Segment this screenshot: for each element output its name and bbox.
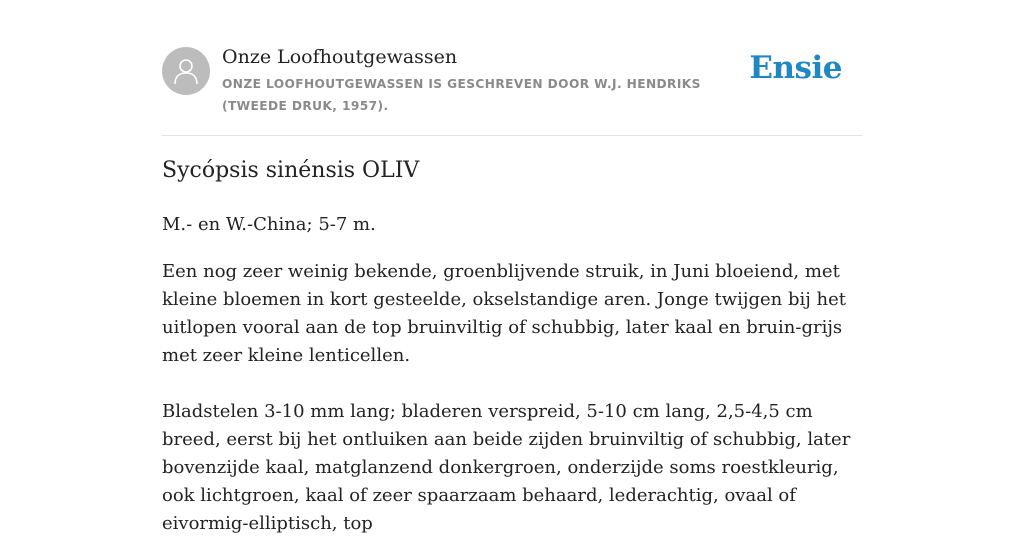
source-header bbox=[162, 46, 862, 118]
header-divider bbox=[162, 135, 862, 136]
entry-paragraph-leaves: Bladstelen 3-10 mm lang; bladeren verspreid, 5-10 cm lang, 2,5-4,5 cm breed, eerst bij het ontluiken aan beide zijden bruinviltig of schubbig, later bovenzijde kaal, matglanzend donkergroen, onderzijde soms roestkleurig, ook lichtgroen, kaal of zeer spaarzaam behaard, lederachtig, ovaal of eivormig-elliptisch, top bbox=[162, 401, 851, 534]
entry-paragraph-region: M.- en W.-China; 5-7 m. bbox=[162, 214, 376, 235]
source-description: ONZE LOOFHOUTGEWASSEN IS GESCHREVEN DOOR W.J. HENDRIKS (TWEEDE DRUK, 1957). bbox=[222, 77, 701, 113]
source-title[interactable]: Onze Loofhoutgewassen bbox=[222, 46, 458, 68]
entry-body bbox=[162, 211, 867, 538]
ensie-logo[interactable]: Ensie bbox=[749, 50, 842, 86]
user-icon bbox=[171, 56, 201, 86]
entry-title: Sycópsis sinénsis OLIV bbox=[162, 158, 420, 183]
avatar[interactable] bbox=[162, 47, 210, 95]
entry-paragraph-description: Een nog zeer weinig bekende, groenblijvende struik, in Juni bloeiend, met kleine bloemen in kort gesteelde, okselstandige aren. Jonge twijgen bij het uitlopen vooral aan de top bruinviltig of schubbig, later kaal en bruin-grijs met zeer kleine lenticellen. bbox=[162, 261, 846, 366]
